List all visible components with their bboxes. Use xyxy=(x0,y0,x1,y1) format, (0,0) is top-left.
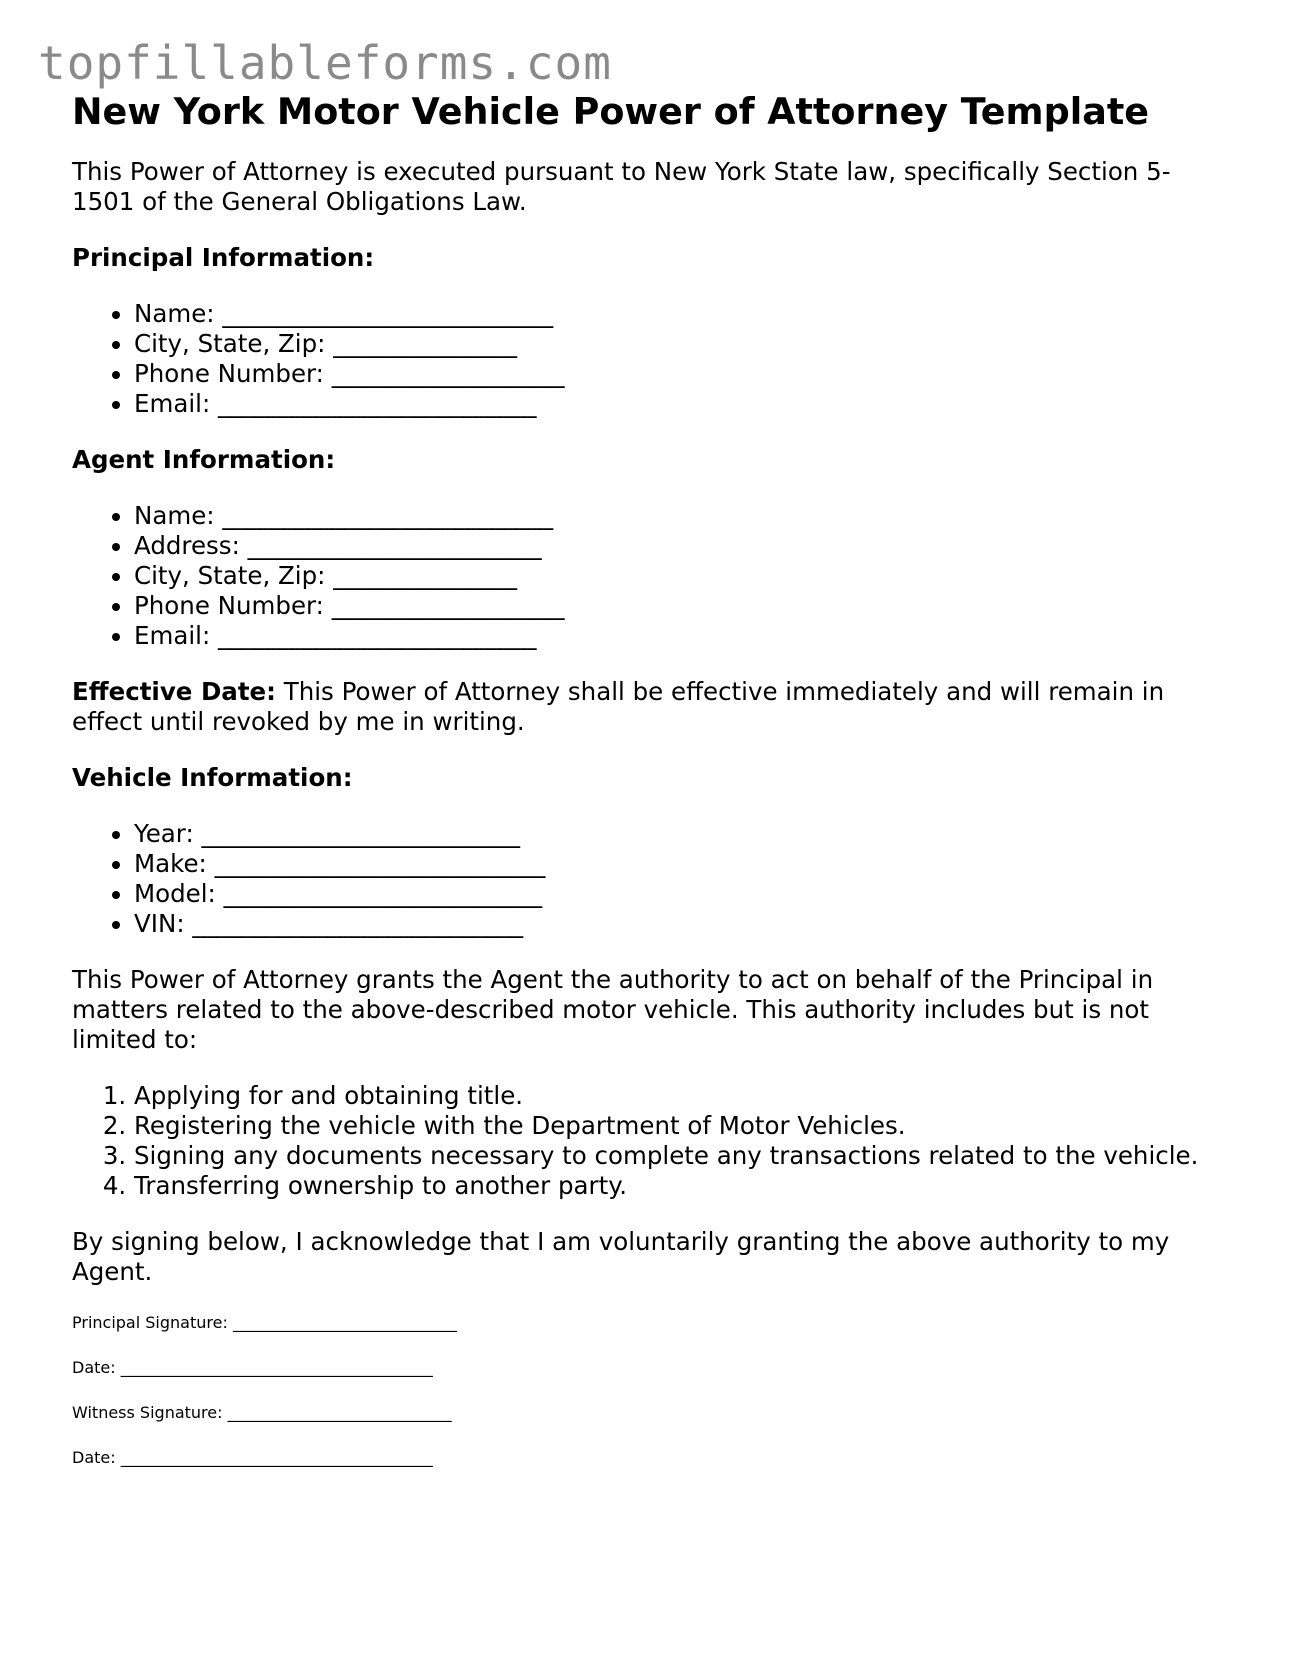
effective-date-paragraph xyxy=(72,677,1232,737)
witness-signature-line xyxy=(72,1403,1232,1422)
principal-signature-field[interactable]: ____________________________ xyxy=(232,1313,457,1332)
agent-address-item xyxy=(134,531,1232,561)
witness-date-label: Date: xyxy=(72,1448,121,1467)
grant-paragraph: This Power of Attorney grants the Agent the authority to act on behalf of the Principal in matters related to the above-described motor vehicle. This authority includes but is not limited to: xyxy=(72,965,1154,1054)
vehicle-fields-list xyxy=(72,819,1232,939)
principal-email-item xyxy=(134,389,1232,419)
power-item: 1. Applying for and obtaining title. xyxy=(134,1081,1232,1111)
witness-signature-field[interactable]: ____________________________ xyxy=(227,1403,452,1422)
vehicle-year-field[interactable]: __________________________ xyxy=(201,819,520,848)
vehicle-make-label: Make: xyxy=(134,849,215,878)
witness-signature-label: Witness Signature: xyxy=(72,1403,228,1422)
agent-address-label: Address: xyxy=(134,531,248,560)
principal-name-label: Name: xyxy=(134,299,223,328)
effective-date-text: This Power of Attorney shall be effective immediately and will remain in effect until revoked by me in writing. xyxy=(72,677,1165,736)
agent-email-item xyxy=(134,621,1232,651)
principal-city-state-zip-label: City, State, Zip: xyxy=(134,329,334,358)
vehicle-model-label: Model: xyxy=(134,879,224,908)
vehicle-model-field[interactable]: __________________________ xyxy=(223,879,543,908)
vehicle-year-item xyxy=(134,819,1232,849)
agent-city-state-zip-item xyxy=(134,561,1232,591)
principal-phone-label: Phone Number: xyxy=(134,359,332,388)
principal-signature-line xyxy=(72,1313,1232,1332)
principal-heading: Principal Information: xyxy=(72,243,375,272)
effective-date-label: Effective Date: xyxy=(72,677,276,706)
intro-paragraph: This Power of Attorney is executed pursuant to New York State law, specifically Section 5-1501 of the General Obligations Law. xyxy=(72,157,1171,216)
principal-phone-item xyxy=(134,359,1232,389)
document-title: New York Motor Vehicle Power of Attorney Template xyxy=(72,90,1150,133)
agent-phone-label: Phone Number: xyxy=(134,591,332,620)
vehicle-vin-field[interactable]: ___________________________ xyxy=(192,909,524,938)
agent-phone-field[interactable]: ___________________ xyxy=(331,591,565,620)
vehicle-vin-item xyxy=(134,909,1232,939)
principal-date-line xyxy=(72,1358,1232,1377)
agent-phone-item xyxy=(134,591,1232,621)
principal-email-field[interactable]: __________________________ xyxy=(218,389,537,418)
agent-name-field[interactable]: ___________________________ xyxy=(222,501,554,530)
principal-date-label: Date: xyxy=(72,1358,121,1377)
document-body xyxy=(72,88,1232,1493)
vehicle-heading: Vehicle Information: xyxy=(72,763,353,792)
agent-heading: Agent Information: xyxy=(72,445,336,474)
power-item: 3. Signing any documents necessary to complete any transactions related to the vehicle. xyxy=(134,1141,1232,1171)
principal-name-field[interactable]: ___________________________ xyxy=(222,299,554,328)
vehicle-year-label: Year: xyxy=(134,819,202,848)
vehicle-model-item xyxy=(134,879,1232,909)
watermark: topfillableforms.com xyxy=(38,36,612,90)
agent-fields-list xyxy=(72,501,1232,651)
agent-city-state-zip-field[interactable]: _______________ xyxy=(333,561,517,590)
agent-name-label: Name: xyxy=(134,501,223,530)
principal-fields-list xyxy=(72,299,1232,419)
agent-address-field[interactable]: ________________________ xyxy=(247,531,542,560)
powers-list xyxy=(72,1081,1232,1201)
agent-name-item xyxy=(134,501,1232,531)
acknowledgment-paragraph: By signing below, I acknowledge that I am voluntarily granting the above authority to my Agent. xyxy=(72,1227,1170,1286)
principal-phone-field[interactable]: ___________________ xyxy=(331,359,565,388)
principal-city-state-zip-item xyxy=(134,329,1232,359)
agent-city-state-zip-label: City, State, Zip: xyxy=(134,561,334,590)
principal-signature-label: Principal Signature: xyxy=(72,1313,233,1332)
witness-date-field[interactable]: _______________________________________ xyxy=(120,1448,433,1467)
vehicle-vin-label: VIN: xyxy=(134,909,193,938)
principal-city-state-zip-field[interactable]: _______________ xyxy=(333,329,517,358)
power-item: 4. Transferring ownership to another party. xyxy=(134,1171,1232,1201)
vehicle-make-item xyxy=(134,849,1232,879)
witness-date-line xyxy=(72,1448,1232,1467)
agent-email-field[interactable]: __________________________ xyxy=(218,621,537,650)
principal-email-label: Email: xyxy=(134,389,219,418)
principal-date-field[interactable]: _______________________________________ xyxy=(120,1358,433,1377)
principal-name-item xyxy=(134,299,1232,329)
power-item: 2. Registering the vehicle with the Department of Motor Vehicles. xyxy=(134,1111,1232,1141)
vehicle-make-field[interactable]: ___________________________ xyxy=(214,849,546,878)
agent-email-label: Email: xyxy=(134,621,219,650)
